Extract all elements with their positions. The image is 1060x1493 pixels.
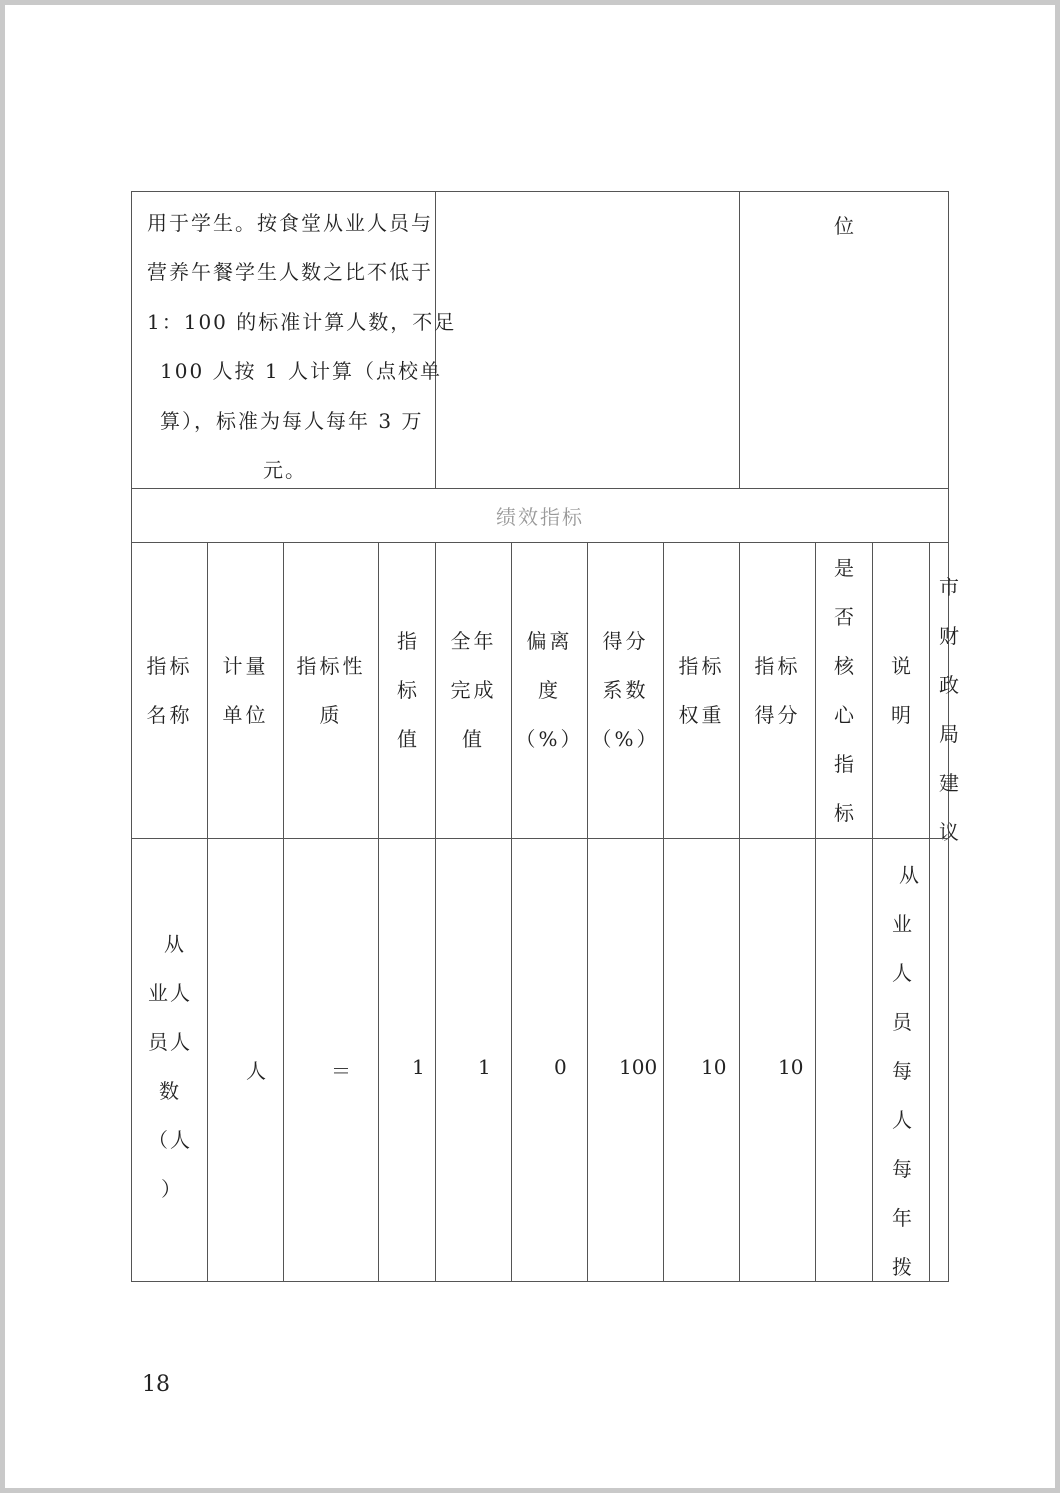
row-weight: 10 — [701, 1055, 727, 1079]
page-number: 18 — [142, 1372, 170, 1397]
header-is-core: 是 否 核 心 指 标 — [834, 555, 854, 825]
header-weight: 指标 权重 — [678, 653, 725, 727]
header-deviation: 偏离 度 （%） — [515, 629, 584, 751]
header-nature: 指标性 质 — [296, 653, 366, 727]
row-indicator-name: 从 业人 员人 数 （人 ） — [148, 932, 192, 1201]
row-target-value: 1 — [412, 1055, 425, 1079]
header-completed-value: 全年 完成 值 — [450, 629, 497, 751]
row-deviation: 0 — [554, 1055, 567, 1079]
header-score: 指标 得分 — [754, 653, 801, 727]
row-unit: 人 — [246, 1059, 266, 1083]
header-unit: 计量 单位 — [222, 653, 269, 727]
section-title: 绩效指标 — [496, 505, 584, 529]
header-explanation: 说 明 — [891, 653, 911, 727]
row-coefficient: 100 — [619, 1055, 658, 1079]
top-right-text: 位 — [834, 214, 856, 238]
top-left-text: 用于学生。按食堂从业人员与 营养午餐学生人数之比不低于 1：100 的标准计算人数，不足 100 人按 1 人计算（点校单 算），标准为每人每年 3 万 元。 — [147, 211, 457, 483]
header-coefficient: 得分 系数 （%） — [591, 629, 660, 751]
header-target-value: 指 标 值 — [397, 629, 417, 751]
top-middle-cell — [435, 191, 740, 489]
header-indicator-name: 指标 名称 — [146, 653, 193, 727]
row-completed-value: 1 — [478, 1055, 491, 1079]
row-nature: ＝ — [331, 1059, 351, 1083]
row-explanation: 从 业 人 员 每 人 每 年 拨 — [892, 863, 919, 1279]
header-finance-bureau-suggestion: 市 财 政 局 建 议 — [939, 575, 959, 844]
row-score: 10 — [778, 1055, 804, 1079]
document-page — [5, 5, 1055, 1488]
